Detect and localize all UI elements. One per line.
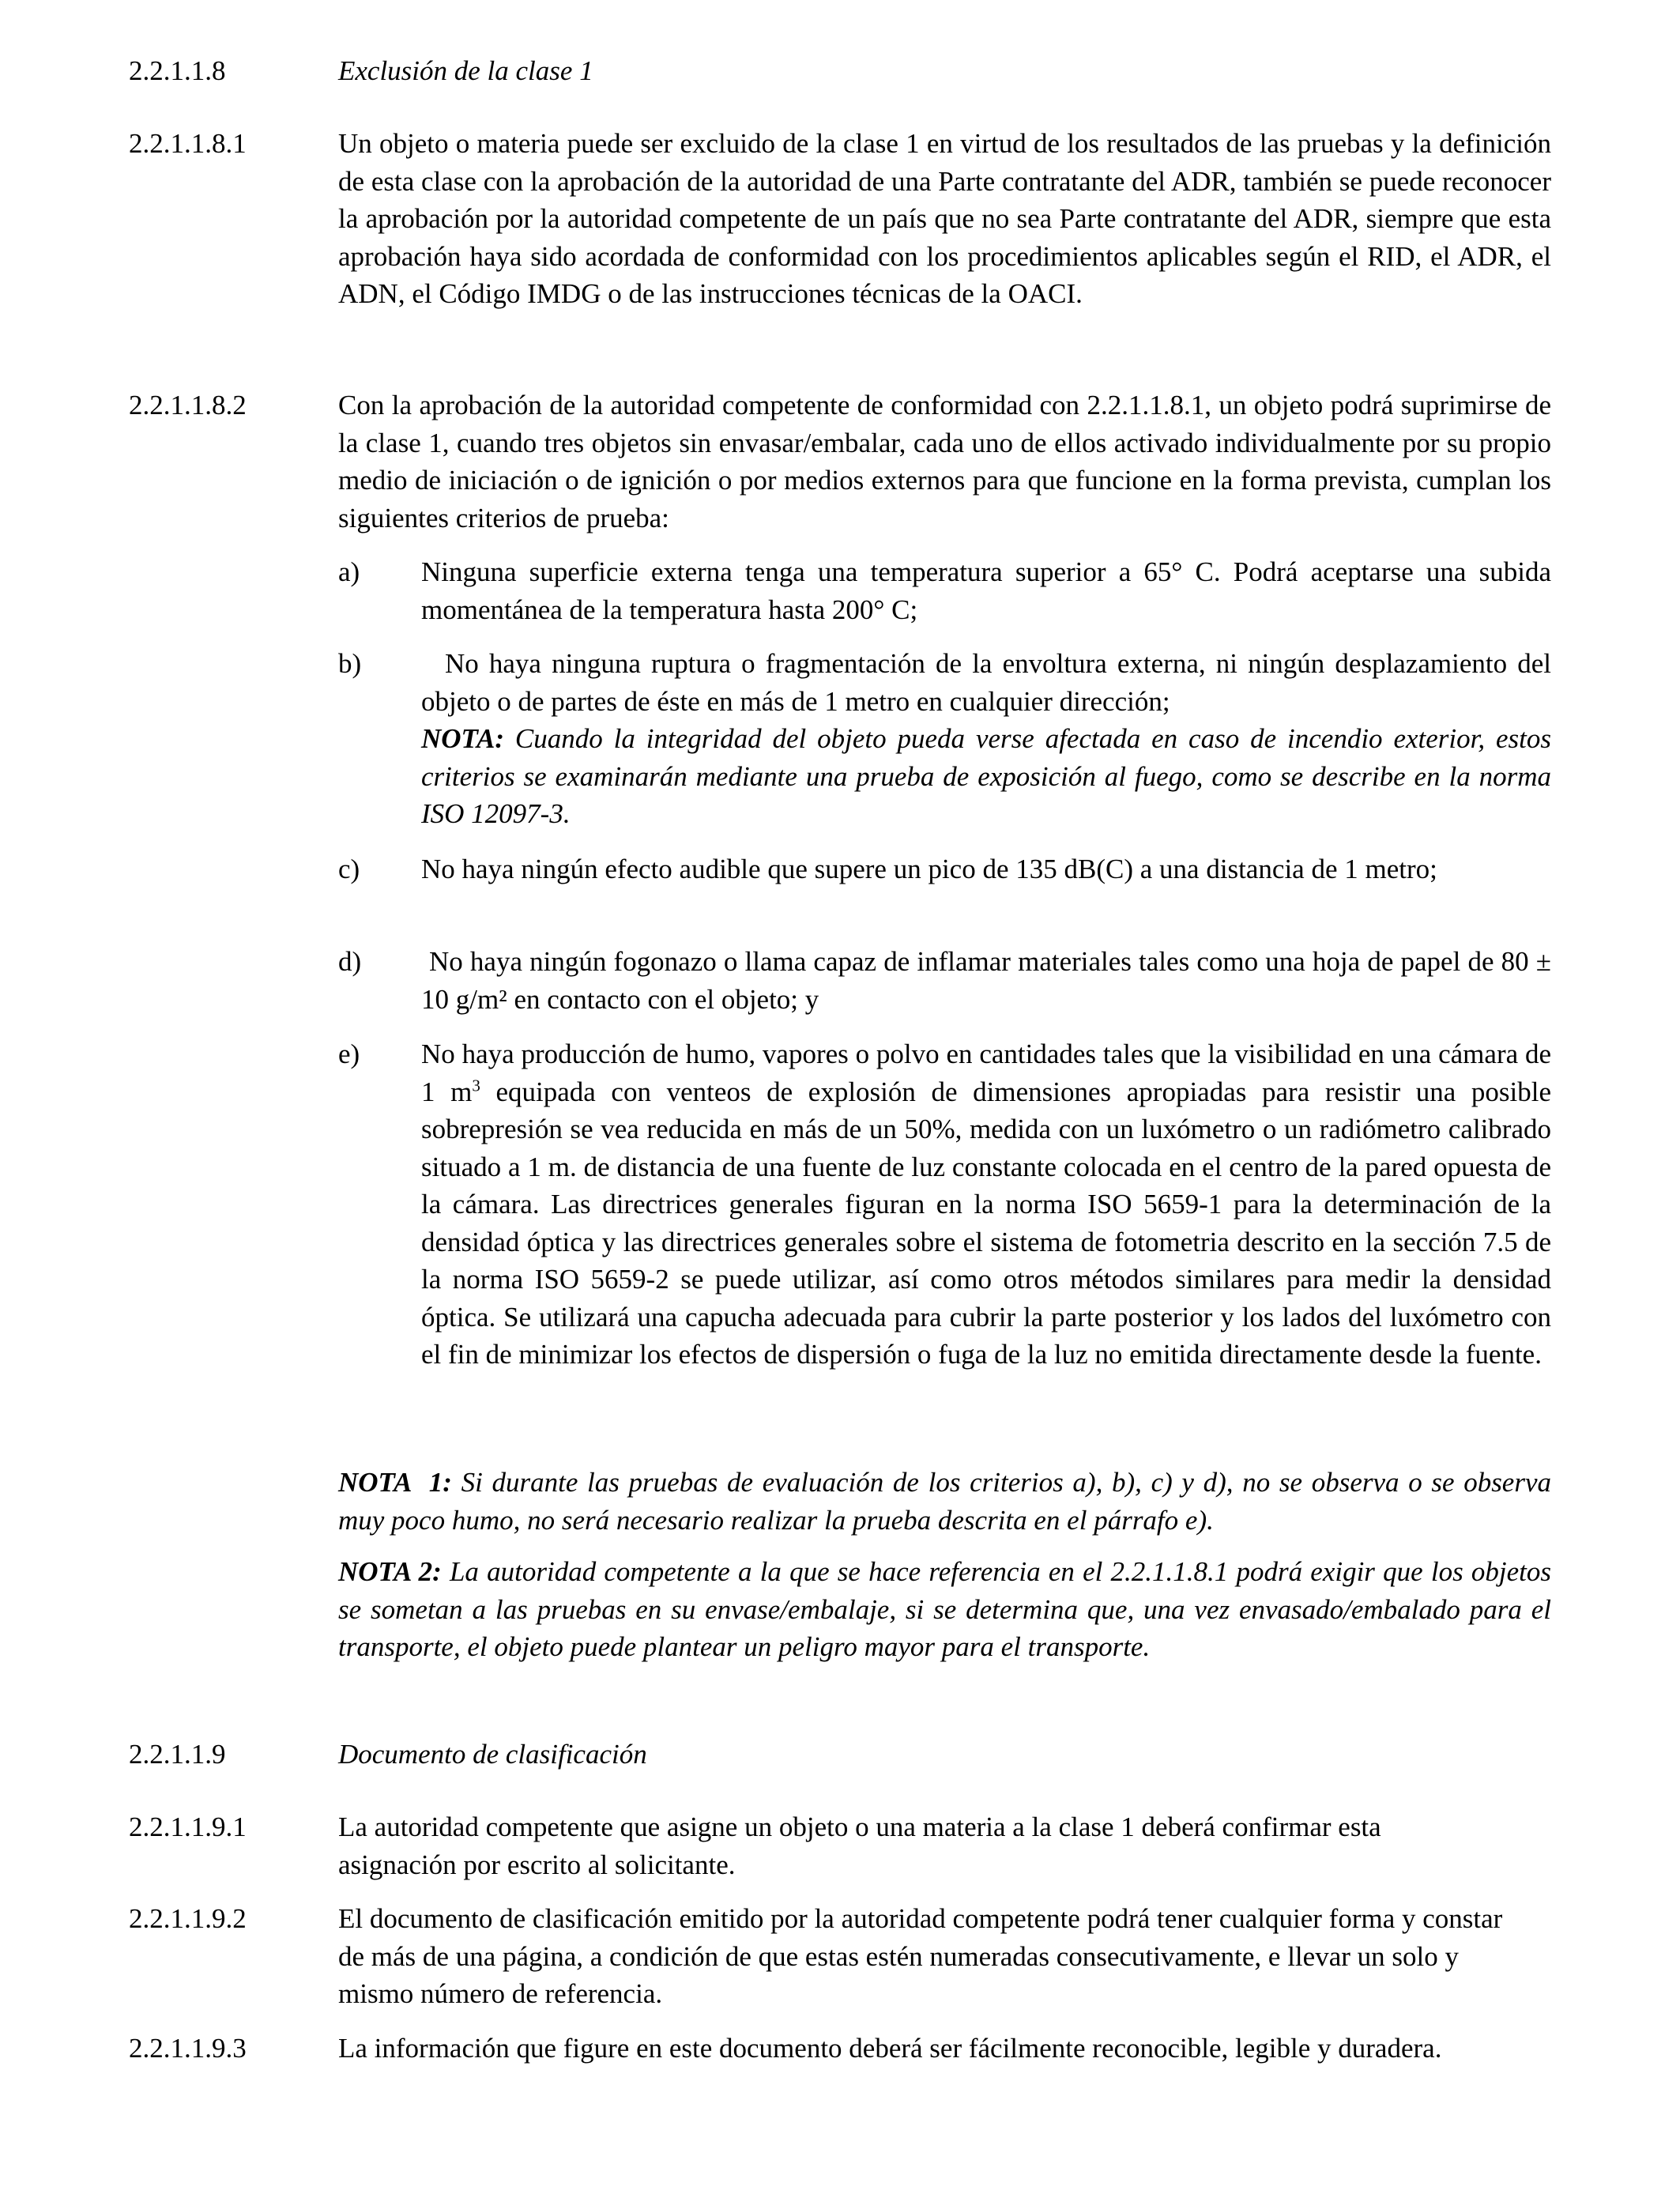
list-item-text: Ninguna superficie externa tenga una temperatura superior a 65° C. Podrá aceptarse una subida momentánea de la temperatura hasta 200° C; — [421, 556, 1551, 625]
paragraph: El documento de clasificación emitido por la autoridad competente podrá tener cualquier forma y constar de más de una página, a condición de que estas estén numeradas consecutivamente, e llevar un solo y mismo número de referencia. — [338, 1903, 1503, 2009]
list-item-label: a) — [338, 556, 360, 587]
paragraph: Con la aprobación de la autoridad competente de conformidad con 2.2.1.1.8.1, un objeto podrá suprimirse de la clase 1, cuando tres objetos sin envasar/embalar, cada uno de ellos activado individualmente por su propio medio de iniciación o de ignición o por medios externos para que funcione en la forma prevista, cumplan los siguientes criterios de prueba: — [338, 390, 1551, 533]
section-title: Exclusión de la clase 1 — [338, 55, 593, 86]
superscript: 3 — [472, 1075, 480, 1095]
list-item-text: No haya ningún fogonazo o llama capaz de inflamar materiales tales como una hoja de papel de 80 ± 10 g/m² en contacto con el objeto; y — [421, 946, 1551, 1015]
note-label: NOTA: — [421, 723, 504, 754]
note-label: NOTA 2: — [338, 1556, 442, 1587]
note-label: NOTA 1: — [338, 1467, 452, 1498]
paragraph: Un objeto o materia puede ser excluido de la clase 1 en virtud de los resultados de las pruebas y la definición de esta clase con la aprobación de la autoridad de una Parte contratante del ADR, también se puede reconocer la aprobación por la autoridad competente de un país que no sea Parte contratante del ADR, siempre que esta aprobación haya sido acordada de conformidad con los procedimientos aplicables según el RID, el ADR, el ADN, el Código IMDG o de las instrucciones técnicas de la OACI. — [338, 128, 1551, 309]
section-number: 2.2.1.1.8.1 — [129, 128, 247, 159]
note-paragraph — [338, 1464, 1551, 1539]
list-item-text — [421, 1035, 1551, 1374]
list-item-content — [421, 645, 1551, 833]
list-item-label: b) — [338, 648, 362, 679]
section-number: 2.2.1.1.9.2 — [129, 1903, 247, 1934]
item-note — [421, 720, 1551, 833]
list-item-text: No haya ningún efecto audible que supere un pico de 135 dB(C) a una distancia de 1 metro; — [421, 854, 1437, 884]
section-title: Documento de clasificación — [338, 1739, 647, 1770]
list-item-label: d) — [338, 946, 362, 977]
section-number: 2.2.1.1.9.3 — [129, 2033, 247, 2064]
item-text-part-1: No haya producción de humo, vapores o polvo en cantidades tales que la visibilidad en una cámara de 1 m — [421, 1039, 1551, 1107]
note-text: Cuando la integridad del objeto pueda verse afectada en caso de incendio exterior, estos criterios se examinarán mediante una prueba de exposición al fuego, como se describe en la norma ISO 12097-3. — [421, 723, 1551, 829]
section-number: 2.2.1.1.8 — [129, 55, 226, 86]
section-number: 2.2.1.1.9.1 — [129, 1811, 247, 1842]
note-text: La autoridad competente a la que se hace referencia en el 2.2.1.1.8.1 podrá exigir que los objetos se sometan a las pruebas en su envase/embalaje, si se determina que, una vez envasado/embalado para el transporte, el objeto puede plantear un peligro mayor para el transporte. — [338, 1556, 1551, 1662]
list-item-label: e) — [338, 1039, 360, 1069]
section-number: 2.2.1.1.8.2 — [129, 390, 247, 420]
section-number: 2.2.1.1.9 — [129, 1739, 226, 1770]
paragraph: La autoridad competente que asigne un objeto o una materia a la clase 1 deberá confirmar esta asignación por escrito al solicitante. — [338, 1811, 1381, 1880]
note-paragraph — [338, 1553, 1551, 1666]
list-item-label: c) — [338, 854, 360, 884]
note-text: Si durante las pruebas de evaluación de los criterios a), b), c) y d), no se observa o se observa muy poco humo, no será necesario realizar la prueba descrita en el párrafo e). — [338, 1467, 1551, 1536]
paragraph: La información que figure en este documento deberá ser fácilmente reconocible, legible y duradera. — [338, 2033, 1442, 2064]
item-text-part-2: equipada con venteos de explosión de dimensiones apropiadas para resistir una posible sobrepresión se vea reducida en más de un 50%, medida con un luxómetro o un radiómetro calibrado situado a 1 m. de distancia de una fuente de luz constante colocada en el centro de la pared opuesta de la cámara. Las directrices generales figuran en la norma ISO 5659-1 para la determinación de la densidad óptica y las directrices generales sobre el sistema de fotometria descrito en la sección 7.5 de la norma ISO 5659-2 se puede utilizar, así como otros métodos similares para medir la densidad óptica. Se utilizará una capucha adecuada para cubrir la parte posterior y los lados del luxómetro con el fin de minimizar los efectos de dispersión o fuga de la luz no emitida directamente desde la fuente. — [421, 1076, 1551, 1370]
list-item-text: No haya ninguna ruptura o fragmentación de la envoltura externa, ni ningún desplazamiento del objeto o de partes de éste en más de 1 metro en cualquier dirección; — [421, 648, 1551, 717]
